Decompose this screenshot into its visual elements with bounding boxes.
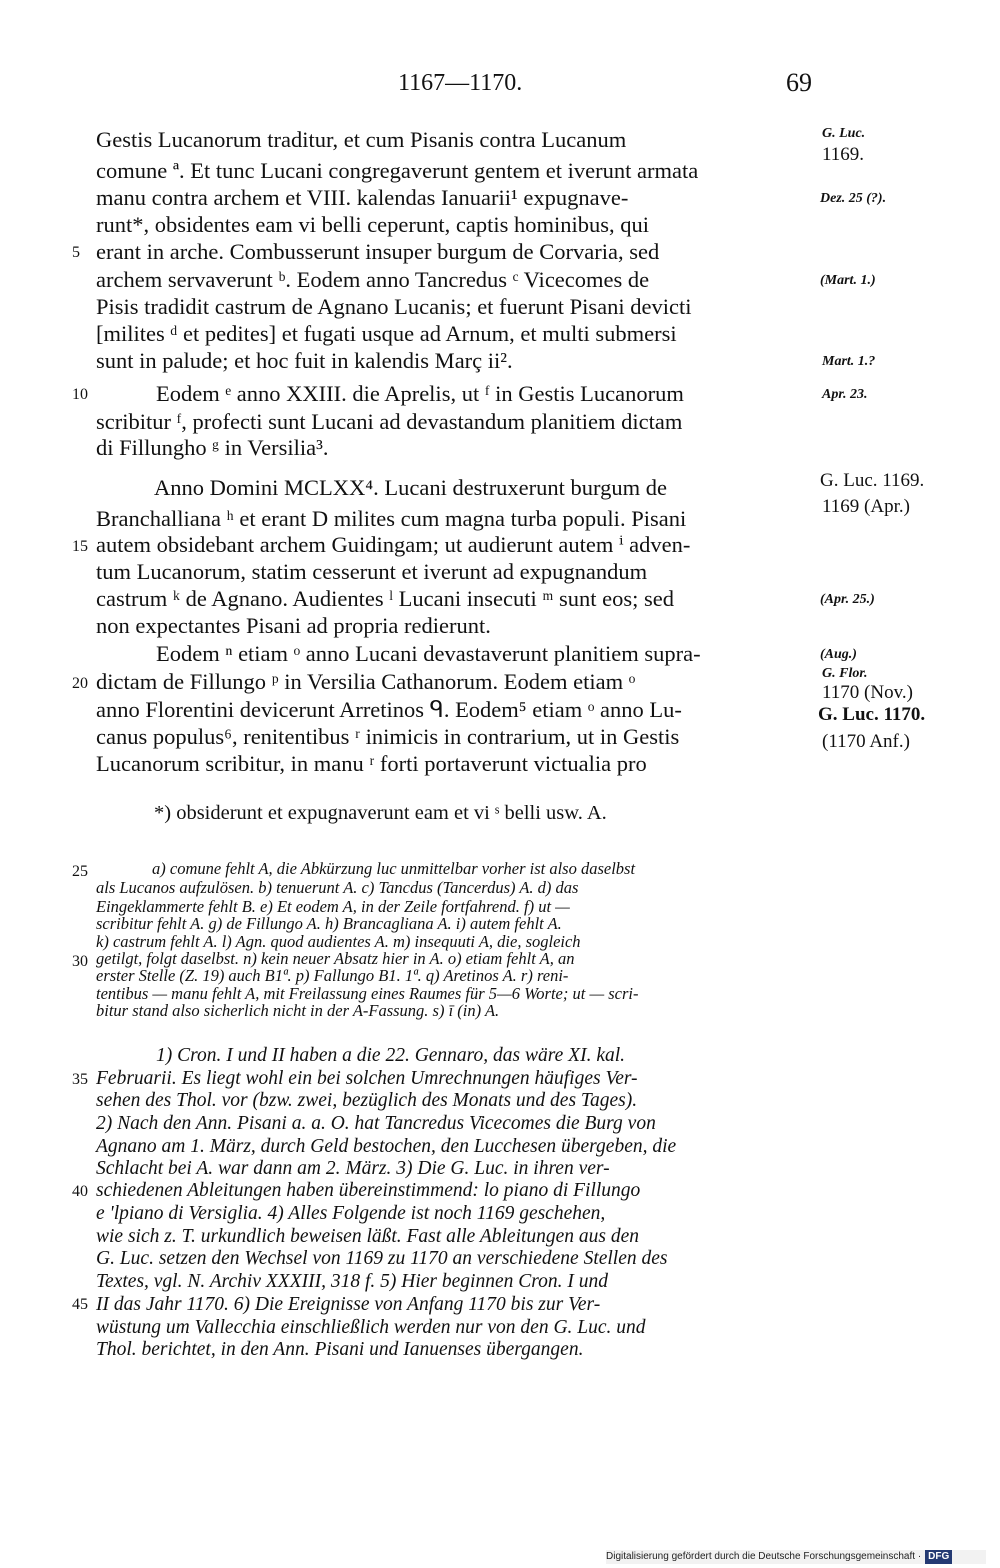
main-line: Gestis Lucanorum traditur, et cum Pisanis contra Lucanum [96,127,627,152]
margin-note: 1169. [822,144,865,165]
main-line: [milites ᵈ et pedites] et fugati usque ad Arnum, et multi submersi [96,321,677,346]
margin-note: (Apr. 25.) [820,592,875,607]
main-line: Eodem ⁿ etiam ᵒ anno Lucani devastaverunt planitiem supra- [156,641,701,666]
apparatus-line: erster Stelle (Z. 19) auch B1ª. p) Fallungo B1. 1ª. q) Aretinos A. r) reni- [96,966,569,985]
main-line: erant in arche. Combusserunt insuper burgum de Corvaria, sed [96,239,660,264]
line-number: 35 [72,1071,88,1088]
line-number: 10 [72,386,88,403]
note-line: Schlacht bei A. war dann am 2. März. 3) Die G. Luc. in ihren ver- [96,1158,610,1179]
margin-note: 1170 (Nov.) [822,682,913,703]
line-number: 40 [72,1183,88,1200]
margin-note: (Mart. 1.) [820,273,876,288]
note-line: wüstung um Vallecchia einschließlich werden nur von den G. Luc. und [96,1317,646,1338]
page-year-range: 1167—1170. [398,70,523,96]
apparatus-line: tentibus — manu fehlt A, mit Freilassung eines Raumes für 5—6 Worte; ut — scri- [96,984,639,1003]
line-number: 25 [72,863,88,880]
margin-note: G. Luc. 1170. [818,704,926,725]
main-line: castrum ᵏ de Agnano. Audientes ˡ Lucani insecuti ᵐ sunt eos; sed [96,586,674,611]
line-number: 45 [72,1296,88,1313]
digitization-footer [606,1550,986,1564]
main-line: autem obsidebant archem Guidingam; ut audierunt autem ⁱ adven- [96,532,691,557]
main-line: manu contra archem et VIII. kalendas Ianuarii¹ expugnave- [96,185,629,210]
note-line: 2) Nach den Ann. Pisani a. a. O. hat Tancredus Vicecomes die Burg von [96,1113,656,1134]
line-number: 5 [72,244,80,261]
margin-note: (Aug.) [820,647,857,662]
note-line: G. Luc. setzen den Wechsel von 1169 zu 1170 an verschiedene Stellen des [96,1248,668,1269]
note-line: Textes, vgl. N. Archiv XXXIII, 318 f. 5) Hier beginnen Cron. I und [96,1271,608,1292]
margin-note: Apr. 23. [822,387,868,402]
note-line: e 'lpiano di Versiglia. 4) Alles Folgende ist noch 1169 geschehen, [96,1203,606,1224]
margin-note: 1169 (Apr.) [822,496,910,517]
note-line: schiedenen Ableitungen haben übereinstimmend: lo piano di Fillungo [96,1180,641,1201]
note-line: sehen des Thol. vor (bzw. zwei, bezüglich des Monats und des Tages). [96,1090,638,1111]
main-line: comune ª. Et tunc Lucani congregaverunt gentem et iverunt armata [96,158,699,183]
main-line: Lucanorum scribitur, in manu ʳ forti portaverunt victualia pro [96,751,647,776]
apparatus-line: als Lucanos aufzulösen. b) tenuerunt A. c) Tancdus (Tancerdus) A. d) das [96,878,579,897]
margin-note: Mart. 1.? [822,354,876,369]
main-line: non expectantes Pisani ad propria redierunt. [96,613,491,638]
line-number: 30 [72,953,88,970]
apparatus-line: Eingeklammerte fehlt B. e) Et eodem A, in der Zeile fortfahrend. f) ut — [96,897,570,916]
apparatus-line: scribitur fehlt A. g) de Fillungo A. h) Brancagliana A. i) autem fehlt A. [96,914,562,933]
main-line: Pisis tradidit castrum de Agnano Lucanis; et fuerunt Pisani devicti [96,294,692,319]
main-line: di Fillungho ᵍ in Versilia³. [96,435,329,460]
note-line: Thol. berichtet, in den Ann. Pisani und Ianuenses übergangen. [96,1339,584,1360]
main-line: archem servaverunt ᵇ. Eodem anno Tancredus ᶜ Vicecomes de [96,267,650,292]
note-line: Agnano am 1. März, durch Geld bestochen, den Lucchesen übergeben, die [96,1136,677,1157]
apparatus-line: getilgt, folgt daselbst. n) kein neuer Absatz hier in A. o) etiam fehlt A, an [96,949,575,968]
note-line: II das Jahr 1170. 6) Die Ereignisse von Anfang 1170 bis zur Ver- [96,1294,601,1315]
main-line: canus populus⁶, renitentibus ʳ inimicis in contrarium, ut in Gestis [96,724,680,749]
main-line: Anno Domini MCLXX⁴. Lucani destruxerunt burgum de [154,475,667,500]
line-number: 15 [72,538,88,555]
footer-text: Digitalisierung gefördert durch die Deutsche Forschungsgemeinschaft · [606,1551,922,1562]
main-line: tum Lucanorum, statim cesserunt et iverunt ad expugnandum [96,559,648,584]
note-line: Februarii. Es liegt wohl ein bei solchen Umrechnungen häufiges Ver- [96,1068,638,1089]
main-line: anno Florentini devicerunt Arretinos ᑫ. Eodem⁵ etiam ᵒ anno Lu- [96,697,682,722]
page-header [0,66,1000,106]
main-line: Eodem ᵉ anno XXIII. die Aprelis, ut ᶠ in Gestis Lucanorum [156,381,684,406]
note-line: 1) Cron. I und II haben a die 22. Gennaro, das wäre XI. kal. [156,1045,626,1066]
main-line: Branchalliana ʰ et erant D milites cum magna turba populi. Pisani [96,506,687,531]
margin-note: (1170 Anf.) [822,731,910,752]
apparatus-line: bitur stand also sicherlich nicht in der A-Fassung. s) ī (in) A. [96,1001,500,1020]
main-line: runt*, obsidentes eam vi belli ceperunt, captis hominibus, qui [96,212,650,237]
note-line: wie sich z. T. urkundlich beweisen läßt. Fast alle Ableitungen aus den [96,1226,640,1247]
asterisk-note: *) obsiderunt et expugnaverunt eam et vi ˢ belli usw. A. [154,802,607,824]
margin-note: G. Luc. [822,126,866,141]
main-line: sunt in palude; et hoc fuit in kalendis Març ii². [96,348,513,373]
main-line: scribitur ᶠ, profecti sunt Lucani ad devastandum planitiem dictam [96,409,683,434]
apparatus-line: a) comune fehlt A, die Abkürzung luc unmittelbar vorher ist also daselbst [152,859,636,878]
margin-note: G. Luc. 1169. [820,470,925,491]
line-number: 20 [72,675,88,692]
dfg-logo: DFG [925,1550,952,1564]
margin-note: G. Flor. [822,666,868,681]
main-line: dictam de Fillungo ᵖ in Versilia Cathanorum. Eodem etiam ᵒ [96,669,636,694]
apparatus-line: k) castrum fehlt A. l) Agn. quod audientes A. m) insequuti A, die, sogleich [96,932,581,951]
margin-note: Dez. 25 (?). [820,191,887,206]
page-number: 69 [786,68,812,97]
